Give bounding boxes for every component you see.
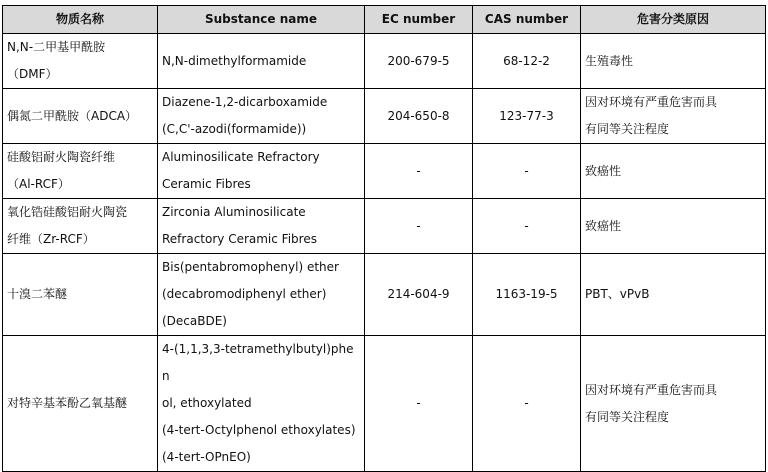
substance-name-line: Refractory Ceramic Fibres	[162, 232, 317, 246]
header-hazard-reason: 危害分类原因	[581, 6, 766, 34]
name-zh-line: （DMF）	[7, 67, 58, 81]
cell-hazard-reason	[581, 144, 766, 199]
cell-substance-name	[158, 144, 365, 199]
cell-substance-name	[158, 336, 365, 472]
table-row	[3, 254, 766, 336]
cell-name-zh	[3, 144, 158, 199]
cell-ec-number: -	[365, 144, 473, 199]
header-row	[3, 6, 766, 34]
name-zh-line: （Al-RCF）	[7, 177, 70, 191]
cell-substance-name	[158, 34, 365, 89]
substance-name-line: Ceramic Fibres	[162, 177, 251, 191]
cell-ec-number: -	[365, 336, 473, 472]
table-row	[3, 34, 766, 89]
cell-hazard-reason	[581, 199, 766, 254]
hazard-reason-line: 有同等关注程度	[585, 122, 670, 136]
name-zh-line: 纤维（Zr-RCF）	[7, 232, 95, 246]
hazard-reason-line: PBT、vPvB	[585, 287, 650, 301]
cell-substance-name	[158, 199, 365, 254]
name-zh-line: 偶氮二甲酰胺（ADCA）	[7, 108, 138, 123]
substance-name-line: (C,C'-azodi(formamide))	[162, 122, 307, 136]
header-ec-number: EC number	[365, 6, 473, 34]
name-zh-line: 氧化锆硅酸铝耐火陶瓷	[7, 205, 128, 219]
cell-name-zh	[3, 34, 158, 89]
hazard-reason-line: 因对环境有严重危害而具	[585, 382, 718, 397]
cell-ec-number: 214-604-9	[365, 254, 473, 336]
hazard-reason-line: 致癌性	[585, 218, 622, 233]
substance-name-line: ol, ethoxylated	[162, 396, 252, 410]
name-zh-line: 对特辛基苯酚乙氧基醚	[7, 396, 128, 410]
cell-cas-number: -	[473, 336, 581, 472]
table-row	[3, 199, 766, 254]
cell-name-zh	[3, 199, 158, 254]
hazard-reason-line: 有同等关注程度	[585, 409, 670, 424]
cell-hazard-reason	[581, 89, 766, 144]
cell-ec-number: 204-650-8	[365, 89, 473, 144]
substance-name-line: N,N-dimethylformamide	[162, 53, 307, 68]
name-zh-line: N,N-二甲基甲酰胺	[7, 40, 106, 54]
hazard-reason-line: 生殖毒性	[585, 53, 634, 68]
substance-name-line: Diazene-1,2-dicarboxamide	[162, 95, 328, 109]
cell-cas-number: 68-12-2	[473, 34, 581, 89]
cell-cas-number: -	[473, 144, 581, 199]
cell-hazard-reason	[581, 254, 766, 336]
substance-name-line: (decabromodiphenyl ether)	[162, 287, 327, 301]
table-row	[3, 336, 766, 472]
cell-name-zh	[3, 254, 158, 336]
cell-ec-number: -	[365, 199, 473, 254]
substance-name-line: 4-(1,1,3,3-tetramethylbutyl)phen	[162, 342, 354, 383]
cell-hazard-reason	[581, 336, 766, 472]
substance-name-line: Zirconia Aluminosilicate	[162, 205, 306, 219]
table-row	[3, 89, 766, 144]
cell-ec-number: 200-679-5	[365, 34, 473, 89]
substance-name-line: (4-tert-Octylphenol ethoxylates)	[162, 423, 356, 437]
table-row	[3, 144, 766, 199]
cell-name-zh	[3, 336, 158, 472]
svhc-table	[2, 5, 766, 472]
name-zh-line: 硅酸铝耐火陶瓷纤维	[7, 150, 116, 164]
cell-substance-name	[158, 254, 365, 336]
cell-cas-number: 1163-19-5	[473, 254, 581, 336]
cell-cas-number: 123-77-3	[473, 89, 581, 144]
header-name-zh: 物质名称	[3, 6, 158, 34]
substance-name-line: (DecaBDE)	[162, 314, 227, 328]
hazard-reason-line: 因对环境有严重危害而具	[585, 95, 718, 109]
hazard-reason-line: 致癌性	[585, 163, 622, 178]
substance-name-line: Bis(pentabromophenyl) ether	[162, 260, 339, 274]
header-substance-name: Substance name	[158, 6, 365, 34]
cell-hazard-reason	[581, 34, 766, 89]
header-cas-number: CAS number	[473, 6, 581, 34]
cell-substance-name	[158, 89, 365, 144]
name-zh-line: 十溴二苯醚	[7, 287, 68, 301]
substance-name-line: (4-tert-OPnEO)	[162, 450, 251, 464]
cell-name-zh	[3, 89, 158, 144]
substance-name-line: Aluminosilicate Refractory	[162, 150, 320, 164]
table-body	[3, 34, 766, 472]
cell-cas-number: -	[473, 199, 581, 254]
